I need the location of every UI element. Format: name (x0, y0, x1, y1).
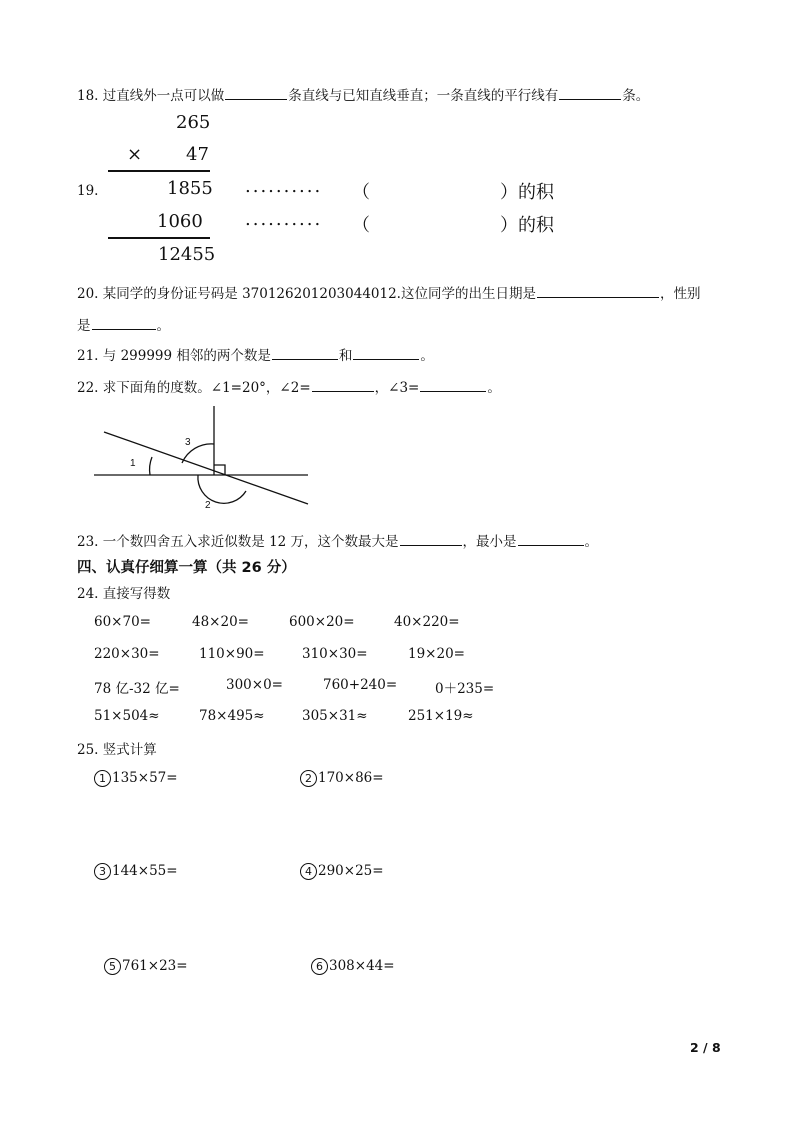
question-number: 18. (77, 88, 99, 104)
question-22 (77, 376, 501, 396)
circled-number: 2 (300, 770, 317, 787)
problem: 110×90= (199, 646, 265, 662)
answer-blank[interactable] (537, 283, 659, 298)
question-24-title (77, 582, 170, 602)
page-number: 2 / 8 (690, 1040, 721, 1055)
question-text: 某同学的身份证号码是 370126201203044012.这位同学的出生日期是 (102, 286, 536, 302)
question-text: 。 (420, 348, 434, 364)
right-paren-label: ）的积 (500, 182, 554, 203)
leader-dots: .......... (245, 209, 323, 230)
question-number: 25. (77, 742, 99, 758)
partial-product-2: 1060 (157, 211, 203, 232)
circled-number: 5 (104, 958, 121, 975)
angle-1-arc (150, 457, 152, 475)
question-text: ，∠3= (374, 380, 420, 396)
section-heading: 四、认真仔细算一算（共 26 分） (77, 560, 296, 576)
vertical-calc-item (94, 770, 178, 787)
question-number: 19. (77, 183, 99, 199)
problem: 600×20= (289, 614, 355, 630)
angle-figure (90, 400, 320, 512)
question-text: 竖式计算 (102, 742, 157, 758)
problem: 305×31≈ (302, 708, 368, 724)
calc-rule (108, 170, 210, 172)
times-sign: × (127, 144, 143, 165)
vertical-calc-item (300, 863, 384, 880)
problem: 48×20= (192, 614, 249, 630)
vertical-calc-item (311, 958, 395, 975)
question-text: 过直线外一点可以做 (102, 88, 225, 104)
question-number: 24. (77, 586, 99, 602)
question-text: 条。 (622, 88, 650, 104)
circled-number: 3 (94, 863, 111, 880)
circled-number: 1 (94, 770, 111, 787)
problem: 0＋235= (435, 681, 495, 697)
problem: 220×30= (94, 646, 160, 662)
question-text: ，最小是 (462, 534, 517, 550)
problem: 251×19≈ (408, 708, 474, 724)
circled-number: 4 (300, 863, 317, 880)
problem: 300×0= (226, 677, 283, 693)
circled-number: 6 (311, 958, 328, 975)
angle-1-label: 1 (130, 458, 136, 469)
question-text: 。 (156, 318, 170, 334)
question-20-line2 (77, 314, 170, 334)
answer-blank[interactable] (353, 345, 419, 360)
problem: 51×504≈ (94, 708, 160, 724)
answer-blank[interactable] (400, 531, 462, 546)
expression: 761×23= (122, 958, 188, 974)
left-paren: （ (352, 182, 370, 203)
question-21 (77, 344, 434, 364)
multiplier: 47 (186, 144, 209, 165)
expression: 290×25= (318, 863, 384, 879)
question-text: 直接写得数 (102, 586, 171, 602)
angle-2-label: 2 (205, 500, 211, 511)
question-text: ，性别 (659, 286, 701, 302)
problem: 78×495≈ (199, 708, 265, 724)
vertical-calc-item (104, 958, 188, 975)
question-25-title (77, 738, 157, 758)
problem: 60×70= (94, 614, 151, 630)
question-18 (77, 84, 649, 104)
answer-blank[interactable] (420, 377, 486, 392)
question-text: 一个数四舍五入求近似数是 12 万，这个数最大是 (102, 534, 399, 550)
answer-blank[interactable] (559, 85, 621, 100)
question-number: 21. (77, 348, 99, 364)
leader-dots: .......... (245, 176, 323, 197)
question-20 (77, 282, 700, 302)
question-number: 23. (77, 534, 99, 550)
question-text: 与 299999 相邻的两个数是 (102, 348, 271, 364)
product-result: 12455 (158, 244, 216, 265)
expression: 144×55= (112, 863, 178, 879)
problem: 760+240= (323, 677, 398, 693)
question-text: 条直线与已知直线垂直；一条直线的平行线有 (288, 88, 559, 104)
calc-rule (108, 237, 210, 239)
answer-blank[interactable] (225, 85, 287, 100)
answer-blank[interactable] (92, 315, 156, 330)
angle-3-label: 3 (185, 437, 191, 448)
question-text: 是 (77, 318, 91, 334)
problem: 310×30= (302, 646, 368, 662)
multiplicand: 265 (176, 112, 211, 133)
question-23 (77, 530, 598, 550)
answer-blank[interactable] (272, 345, 338, 360)
problem: 78 亿-32 亿= (94, 681, 180, 697)
vertical-calc-item (94, 863, 178, 880)
problem: 40×220= (394, 614, 460, 630)
answer-blank[interactable] (518, 531, 584, 546)
vertical-calc-item (300, 770, 384, 787)
expression: 308×44= (329, 958, 395, 974)
problem: 19×20= (408, 646, 465, 662)
question-text: 和 (338, 348, 353, 364)
question-number: 22. (77, 380, 99, 396)
answer-blank[interactable] (312, 377, 374, 392)
question-text: 。 (584, 534, 599, 550)
partial-product-1: 1855 (167, 178, 213, 199)
expression: 135×57= (112, 770, 178, 786)
right-paren-label: ）的积 (500, 215, 554, 236)
question-number: 20. (77, 286, 99, 302)
question-text: 求下面角的度数。∠1=20°，∠2= (102, 380, 311, 396)
left-paren: （ (352, 215, 370, 236)
question-text: 。 (487, 380, 501, 396)
expression: 170×86= (318, 770, 384, 786)
